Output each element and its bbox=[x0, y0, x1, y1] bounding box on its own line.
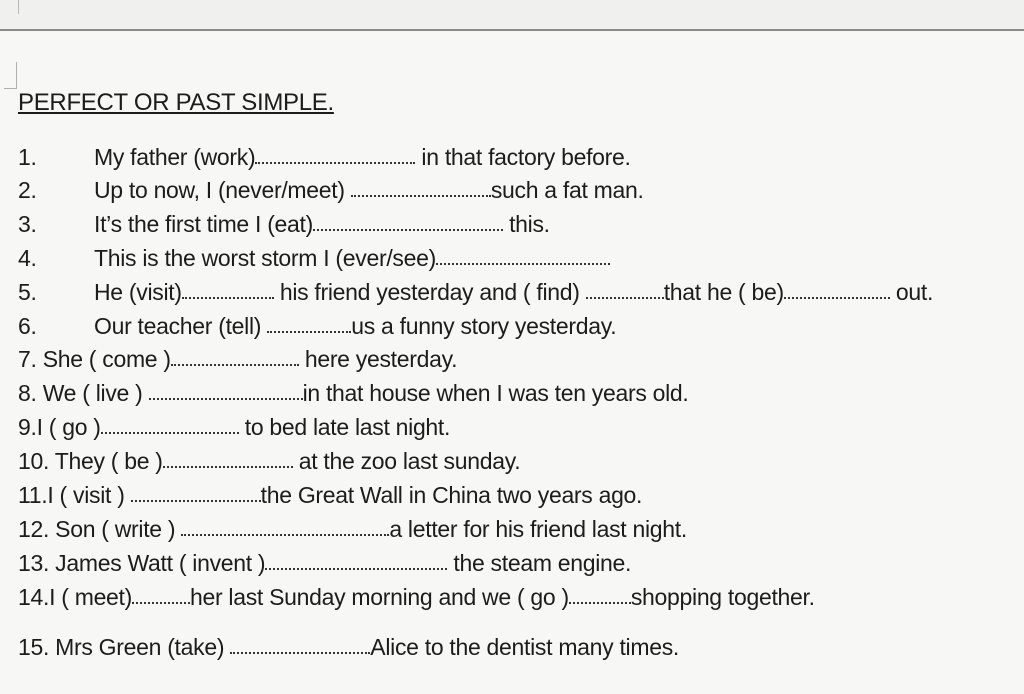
item-text: us a funny story yesterday. bbox=[351, 313, 617, 339]
item-text: in that factory before. bbox=[415, 144, 631, 170]
answer-blank[interactable] bbox=[784, 280, 890, 300]
item-text: We ( live ) bbox=[42, 380, 149, 406]
item-text: My father (work) bbox=[94, 144, 256, 170]
item-text: James Watt ( invent ) bbox=[55, 550, 266, 576]
answer-blank[interactable] bbox=[101, 415, 239, 435]
answer-blank[interactable] bbox=[171, 347, 299, 367]
answer-blank[interactable] bbox=[182, 280, 274, 300]
exercise-item-3 bbox=[18, 209, 550, 239]
item-text: such a fat man. bbox=[490, 177, 644, 203]
exercise-item-4 bbox=[18, 243, 610, 273]
item-number: 12. bbox=[18, 516, 50, 542]
item-number: 3. bbox=[18, 211, 37, 237]
item-text: in that house when I was ten years old. bbox=[302, 380, 689, 406]
exercise-item-6 bbox=[18, 311, 616, 341]
answer-blank[interactable] bbox=[163, 449, 293, 469]
item-text: It’s the first time I (eat) bbox=[94, 211, 313, 237]
item-text: at the zoo last sunday. bbox=[292, 448, 521, 474]
answer-blank[interactable] bbox=[255, 145, 415, 165]
exercise-item-12 bbox=[18, 514, 687, 544]
item-number: 5. bbox=[18, 279, 37, 305]
item-number: 8. bbox=[18, 380, 37, 406]
header-divider bbox=[0, 29, 1024, 31]
item-text: to bed late last night. bbox=[238, 414, 451, 440]
item-number: 10. bbox=[18, 448, 50, 474]
item-text: She ( come ) bbox=[42, 346, 171, 372]
answer-blank[interactable] bbox=[131, 483, 261, 503]
answer-blank[interactable] bbox=[132, 585, 190, 605]
item-text: that he ( be) bbox=[663, 279, 784, 305]
item-number: 6. bbox=[18, 313, 37, 339]
answer-blank[interactable] bbox=[351, 178, 491, 198]
exercise-item-5 bbox=[18, 277, 933, 307]
exercise-item-11 bbox=[18, 480, 642, 510]
item-text: her last Sunday morning and we ( go ) bbox=[190, 584, 569, 610]
answer-blank[interactable] bbox=[149, 381, 303, 401]
ruler-tick bbox=[18, 0, 19, 14]
item-text: here yesterday. bbox=[298, 346, 458, 372]
exercise-item-9 bbox=[18, 412, 450, 442]
item-text: Up to now, I (never/meet) bbox=[94, 177, 351, 203]
page-title: PERFECT OR PAST SIMPLE. bbox=[18, 89, 334, 116]
item-number: 2. bbox=[18, 177, 37, 203]
exercise-item-7 bbox=[18, 344, 457, 374]
item-text: his friend yesterday and ( find) bbox=[273, 279, 586, 305]
item-number: 11. bbox=[18, 482, 48, 508]
exercise-item-14 bbox=[18, 582, 815, 612]
item-text: a letter for his friend last night. bbox=[389, 516, 687, 542]
exercise-item-10 bbox=[18, 446, 520, 476]
item-text: Mrs Green (take) bbox=[55, 634, 231, 660]
page-margin-marker bbox=[4, 62, 17, 89]
exercise-item-15 bbox=[18, 632, 679, 662]
item-text: They ( be ) bbox=[54, 448, 163, 474]
item-text: shopping together. bbox=[630, 584, 815, 610]
item-number: 1. bbox=[18, 144, 37, 170]
item-text: the Great Wall in China two years ago. bbox=[260, 482, 643, 508]
top-toolbar-strip bbox=[0, 0, 1024, 30]
item-text: I ( visit ) bbox=[47, 482, 131, 508]
exercise-item-13 bbox=[18, 548, 631, 578]
answer-blank[interactable] bbox=[569, 585, 631, 605]
exercise-item-1 bbox=[18, 142, 631, 172]
item-number: 15. bbox=[18, 634, 50, 660]
item-text: out. bbox=[889, 279, 934, 305]
answer-blank[interactable] bbox=[436, 246, 610, 266]
item-number: 14. bbox=[18, 584, 50, 610]
item-text: the steam engine. bbox=[447, 550, 632, 576]
answer-blank[interactable] bbox=[267, 314, 351, 334]
answer-blank[interactable] bbox=[313, 212, 503, 232]
item-text: Alice to the dentist many times. bbox=[370, 634, 679, 660]
item-text: this. bbox=[502, 211, 550, 237]
answer-blank[interactable] bbox=[230, 635, 370, 655]
item-number: 7. bbox=[18, 346, 37, 372]
item-text: I ( meet) bbox=[49, 584, 132, 610]
item-text: I ( go ) bbox=[36, 414, 101, 440]
item-text: This is the worst storm I (ever/see) bbox=[94, 245, 436, 271]
exercise-item-2 bbox=[18, 175, 644, 205]
exercise-item-8 bbox=[18, 378, 689, 408]
item-text: He (visit) bbox=[94, 279, 182, 305]
item-text: Our teacher (tell) bbox=[94, 313, 268, 339]
item-number: 4. bbox=[18, 245, 37, 271]
answer-blank[interactable] bbox=[181, 517, 389, 537]
answer-blank[interactable] bbox=[265, 551, 447, 571]
item-number: 13. bbox=[18, 550, 50, 576]
answer-blank[interactable] bbox=[586, 280, 664, 300]
item-text: Son ( write ) bbox=[55, 516, 182, 542]
item-number: 9. bbox=[18, 414, 37, 440]
